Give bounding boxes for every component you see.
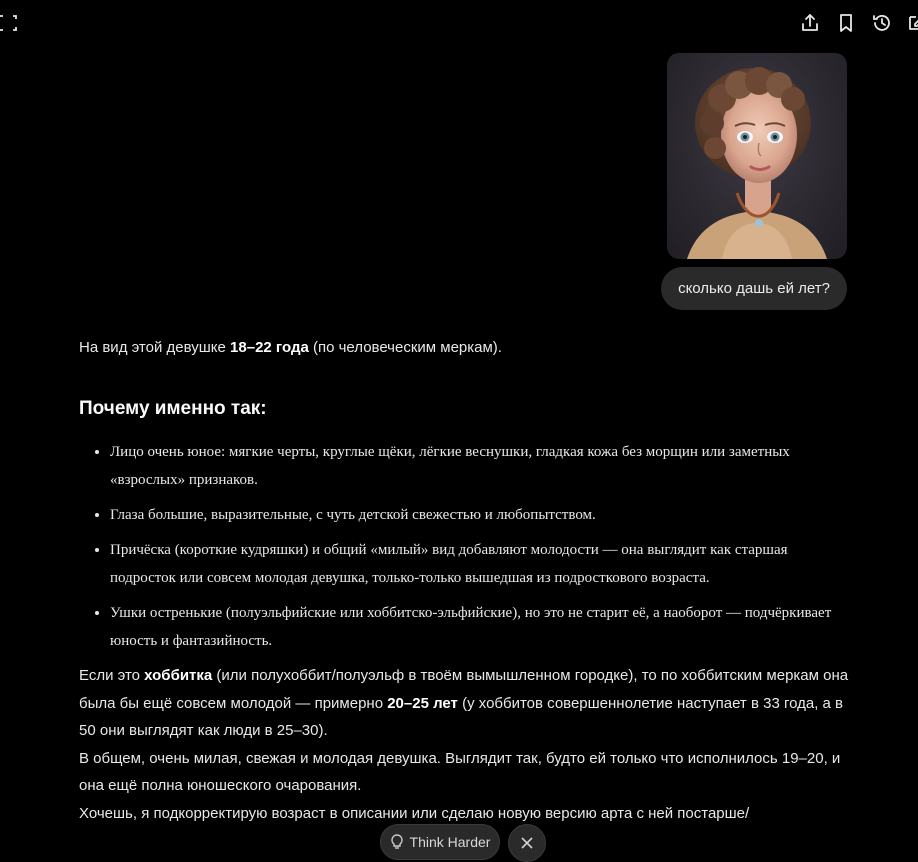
user-message-text: сколько дашь ей лет? bbox=[678, 280, 830, 297]
close-button[interactable] bbox=[508, 824, 546, 862]
list-item: • Глаза большие, выразительные, с чуть детской свежестью и любопытством. bbox=[110, 501, 854, 529]
answer-intro: На вид этой девушке 18–22 года (по человеческим меркам). bbox=[79, 339, 502, 356]
assistant-answer bbox=[79, 334, 854, 827]
list-item: • Лицо очень юное: мягкие черты, круглые щёки, лёгкие веснушки, гладкая кожа без морщин или заметных «взрослых» признаков. bbox=[110, 438, 854, 494]
bookmark-icon[interactable] bbox=[836, 13, 856, 33]
share-icon[interactable] bbox=[800, 13, 820, 33]
answer-paragraph-offer: Хочешь, я подкорректирую возраст в описании или сделаю новую версию арта с ней постарше/ bbox=[79, 804, 750, 822]
user-message-bubble bbox=[661, 267, 847, 310]
edit-icon[interactable] bbox=[906, 13, 918, 33]
list-item: • Ушки остренькие (полуэльфийские или хоббитско-эльфийские), но это не старит её, а наоборот — подчёркивает юность и фантазийность. bbox=[110, 599, 854, 655]
fullscreen-icon[interactable] bbox=[0, 13, 20, 33]
think-harder-label: Think Harder bbox=[409, 834, 491, 850]
close-icon bbox=[521, 837, 533, 849]
user-image-attachment[interactable] bbox=[667, 53, 847, 259]
answer-paragraph-summary: В общем, очень милая, свежая и молодая девушка. Выглядит так, будто ей только что исполнилось 19–20, и она ещё полна юношеского очарования. bbox=[79, 749, 841, 794]
portrait-image bbox=[667, 53, 847, 259]
reasons-list bbox=[79, 438, 854, 655]
answer-paragraph-hobbit: Если это хоббитка (или полухоббит/полуэльф в твоём вымышленном городке), то по хоббитским меркам она была бы ещё совсем молодой — примерно 20–25 лет (у хоббитов совершеннолетие наступает в 33 года, а в 50 они выглядят как люди в 25–30). bbox=[79, 667, 849, 739]
lightbulb-icon bbox=[390, 834, 404, 850]
list-item: • Причёска (короткие кудряшки) и общий «милый» вид добавляют молодости — она выглядит как старшая подросток или совсем молодая девушка, только-только вышедшая из подросткового возраста. bbox=[110, 536, 854, 592]
history-icon[interactable] bbox=[872, 13, 892, 33]
answer-heading: Почему именно так: bbox=[79, 398, 267, 419]
